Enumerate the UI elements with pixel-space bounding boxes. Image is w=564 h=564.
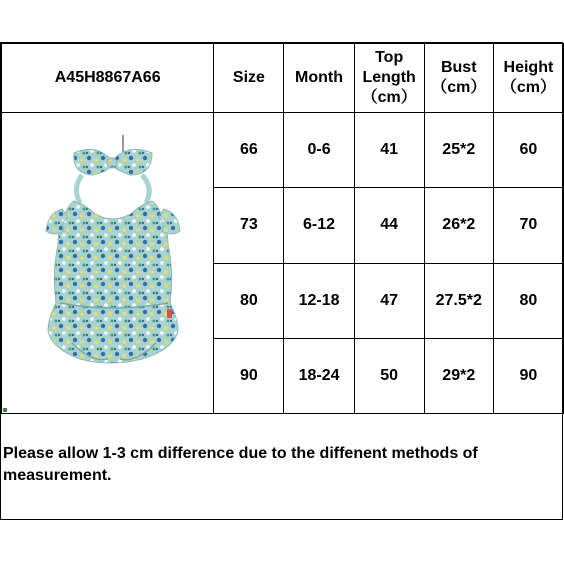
size-header: Size xyxy=(214,44,284,113)
sku-header: A45H8867A66 xyxy=(2,44,214,113)
row-bust: 27.5*2 xyxy=(424,263,493,338)
row-bust: 29*2 xyxy=(424,338,493,413)
month-header: Month xyxy=(284,44,354,113)
height-header-line1: Height xyxy=(503,59,554,76)
measurement-note: Please allow 1-3 cm difference due to the diffenent methods of measurement. xyxy=(3,445,478,484)
row-month: 12-18 xyxy=(284,263,354,338)
row-top-length: 50 xyxy=(354,338,424,413)
size-table xyxy=(1,43,564,414)
top-length-header xyxy=(354,44,424,113)
product-image-cell xyxy=(2,113,214,414)
row-top-length: 44 xyxy=(354,188,424,263)
row-height: 90 xyxy=(493,338,563,413)
floral-romper-icon xyxy=(2,113,214,407)
row-top-length: 47 xyxy=(354,263,424,338)
row-month: 6-12 xyxy=(284,188,354,263)
table-row xyxy=(2,113,564,188)
height-header xyxy=(493,44,563,113)
bust-header-unit: （cm） xyxy=(431,79,487,96)
top-length-header-unit: （cm） xyxy=(361,89,417,106)
bust-header xyxy=(424,44,493,113)
top-length-header-line1: Top xyxy=(375,49,404,66)
row-bust: 25*2 xyxy=(424,113,493,188)
row-bust: 26*2 xyxy=(424,188,493,263)
size-chart xyxy=(0,42,563,520)
row-month: 18-24 xyxy=(284,338,354,413)
row-month: 0-6 xyxy=(284,113,354,188)
row-size: 90 xyxy=(214,338,284,413)
row-size: 80 xyxy=(214,263,284,338)
row-height: 60 xyxy=(493,113,563,188)
header-row xyxy=(2,44,564,113)
top-length-header-line2: Length xyxy=(362,69,416,86)
height-header-unit: （cm） xyxy=(500,79,556,96)
row-size: 66 xyxy=(214,113,284,188)
row-top-length: 41 xyxy=(354,113,424,188)
corner-mark xyxy=(3,408,7,412)
bust-header-line1: Bust xyxy=(440,59,477,76)
row-height: 70 xyxy=(493,188,563,263)
row-height: 80 xyxy=(493,263,563,338)
row-size: 73 xyxy=(214,188,284,263)
